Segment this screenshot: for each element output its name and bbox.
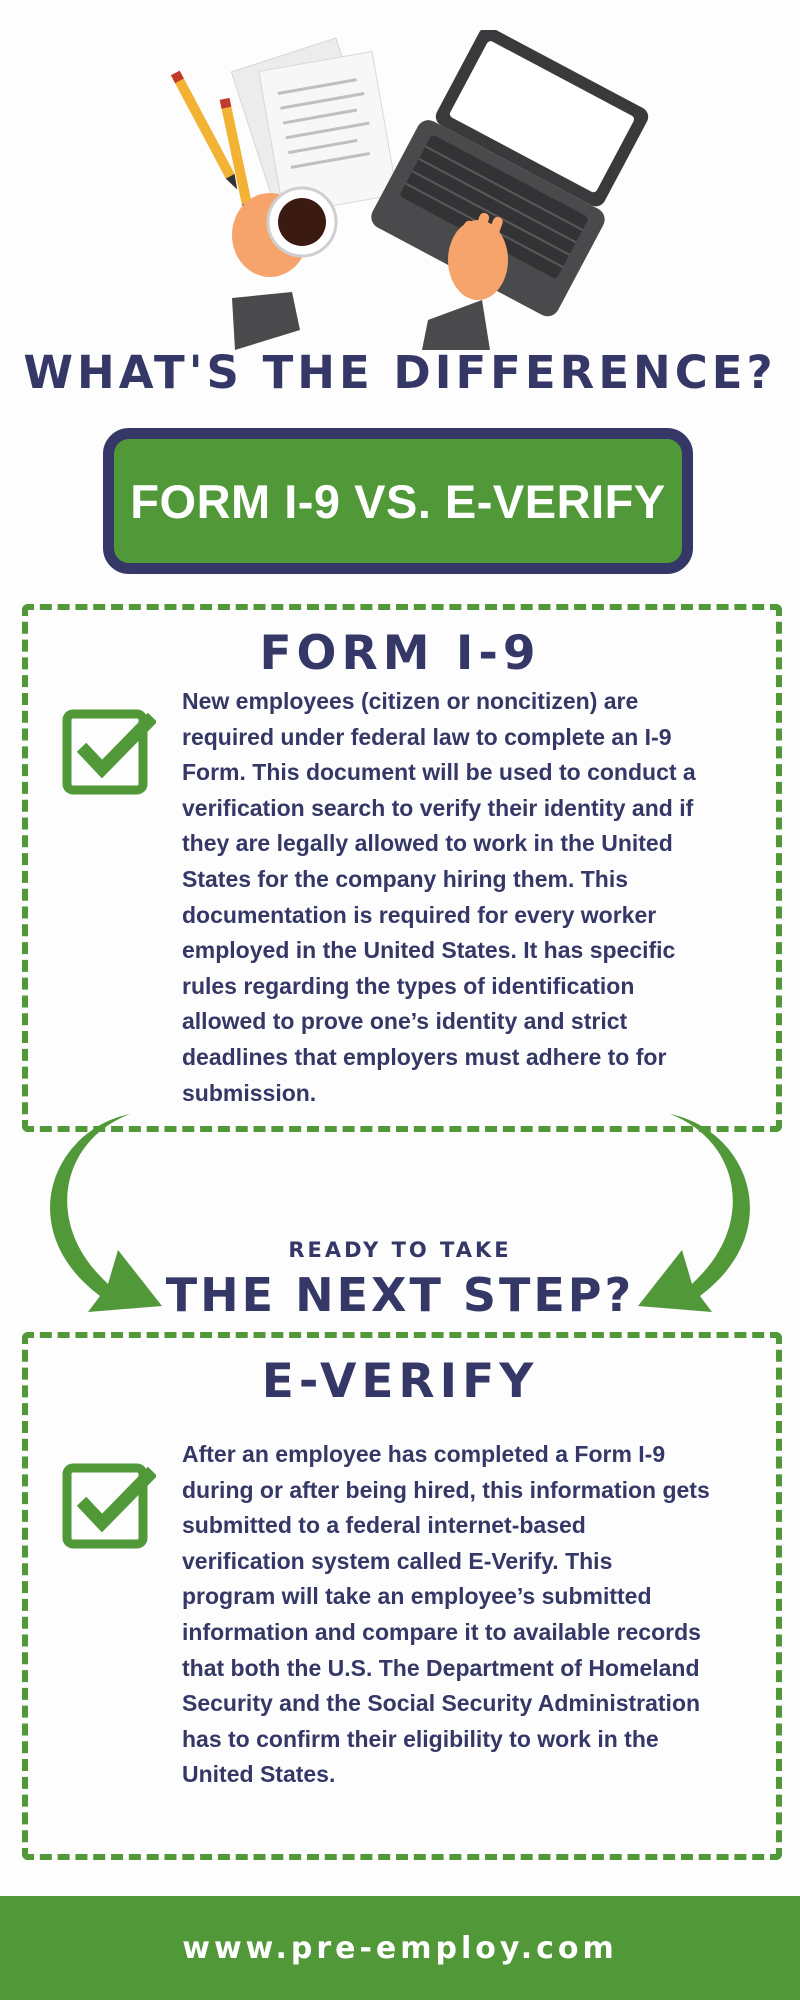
checkbox-check-icon: [62, 1460, 156, 1554]
next-step-kicker: READY TO TAKE: [288, 1238, 512, 1262]
page-headline: WHAT'S THE DIFFERENCE?: [23, 346, 777, 399]
comparison-banner: [103, 428, 693, 574]
next-step-title: THE NEXT STEP?: [165, 1268, 635, 1322]
banner-title: FORM I-9 VS. E-VERIFY: [130, 474, 666, 528]
footer-bar: [0, 1896, 800, 2000]
checkbox-check-icon: [62, 706, 156, 800]
e-verify-title: E-VERIFY: [261, 1354, 539, 1409]
e-verify-description: After an employee has completed a Form I-9 during or after being hired, this information gets submitted to a federal internet-based verification system called E-Verify. This program will take an employee’s submitted information and compare it to available records that both the U.S. The Department of Homeland Security and the Social Security Administration has to confirm their eligibility to work in the United States.: [182, 1441, 710, 1788]
laptop-desk-illustration: [160, 30, 660, 360]
form-i9-description: New employees (citizen or noncitizen) are required under federal law to complete an I-9 Form. This document will be used to conduct a verification search to verify their identity and if they are legally allowed to work in the United States for the company hiring them. This documentation is required for every worker employed in the United States. It has specific rules regarding the types of identification allowed to prove one’s identity and strict deadlines that employers must adhere to for submission.: [182, 688, 696, 1106]
footer-website-link[interactable]: www.pre-employ.com: [182, 1930, 618, 1966]
form-i9-title: FORM I-9: [259, 626, 541, 681]
